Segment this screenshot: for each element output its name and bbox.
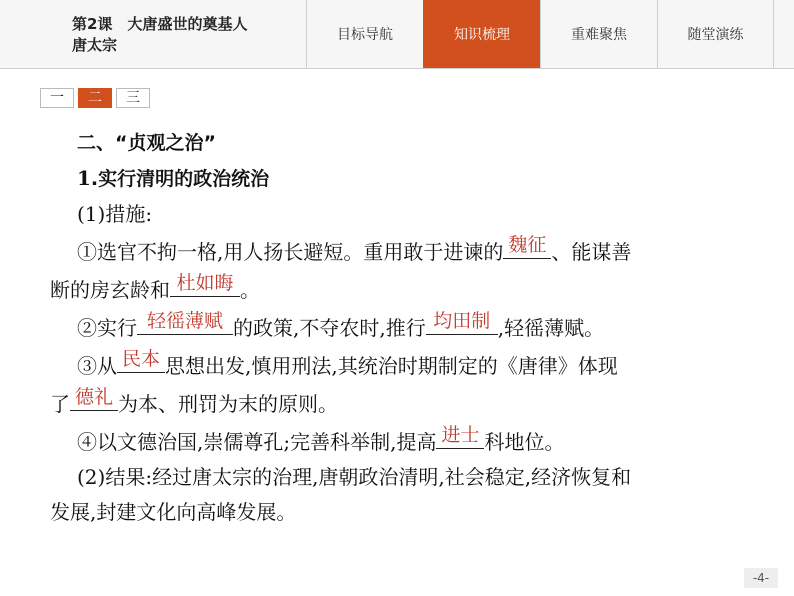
subheading-number: 1 — [77, 166, 91, 190]
lesson-title — [0, 0, 306, 68]
fill-blank: 杜如晦 — [170, 270, 240, 297]
measure-1-text-c: 断的房玄龄和 — [50, 278, 170, 302]
tab-key-difficulties[interactable]: 重难聚焦 — [540, 0, 657, 68]
section-button-1[interactable]: 一 — [40, 88, 74, 108]
header-bar — [0, 0, 794, 69]
tab-goal-navigation[interactable]: 目标导航 — [306, 0, 423, 68]
measure-3-text-c: 了 — [50, 392, 70, 416]
lesson-title-line1: 第2课 大唐盛世的奠基人 — [72, 15, 248, 33]
measures-label: (1)措施: — [77, 202, 153, 226]
measure-2-text-b: 的政策,不夺农时,推行 — [233, 316, 426, 340]
section-nav — [40, 88, 150, 108]
measure-3-text-b: 思想出发,慎用刑法,其统治时期制定的《唐律》体现 — [165, 354, 618, 378]
lesson-title-line2: 唐太宗 — [72, 36, 118, 54]
measure-1-text-d: 。 — [240, 278, 260, 302]
section-button-3[interactable]: 三 — [116, 88, 150, 108]
result-line-1: (2)结果:经过唐太宗的治理,唐朝政治清明,社会稳定,经济恢复和 — [77, 465, 632, 489]
measure-3-text-a: ③从 — [77, 354, 117, 378]
measure-2-text-c: ,轻徭薄赋。 — [497, 316, 605, 340]
subheading-title: .实行清明的政治统治 — [90, 168, 270, 190]
fill-blank: 德礼 — [70, 384, 118, 411]
measure-3 — [50, 346, 750, 384]
measure-2 — [50, 308, 750, 346]
measure-3-text-d: 为本、刑罚为末的原则。 — [118, 392, 338, 416]
fill-blank: 进士 — [436, 422, 484, 449]
measure-2-text-a: ②实行 — [77, 316, 137, 340]
fill-blank: 魏征 — [503, 232, 551, 259]
measure-1-text-b: 、能谋善 — [551, 240, 632, 264]
measure-1 — [50, 232, 750, 270]
fill-blank: 民本 — [117, 346, 165, 373]
section-heading: 二、“贞观之治” — [77, 132, 216, 154]
page-number: -4- — [744, 568, 778, 588]
subheading — [50, 161, 750, 197]
measure-4 — [50, 422, 750, 460]
measure-4-text-a: ④以文德治国,崇儒尊孔;完善科举制,提高 — [77, 430, 437, 454]
tab-knowledge-review[interactable]: 知识梳理 — [423, 0, 540, 68]
measure-4-text-b: 科地位。 — [484, 430, 565, 454]
fill-blank: 轻徭薄赋 — [137, 308, 233, 335]
measure-1-cont — [50, 270, 750, 308]
section-button-2[interactable]: 二 — [78, 88, 112, 108]
tab-class-practice[interactable]: 随堂演练 — [657, 0, 774, 68]
measure-3-cont — [50, 384, 750, 422]
result-line-2: 发展,封建文化向高峰发展。 — [50, 500, 297, 524]
content-area — [50, 126, 750, 530]
measure-1-text-a: ①选官不拘一格,用人扬长避短。重用敢于进谏的 — [77, 240, 504, 264]
fill-blank: 均田制 — [426, 308, 498, 335]
